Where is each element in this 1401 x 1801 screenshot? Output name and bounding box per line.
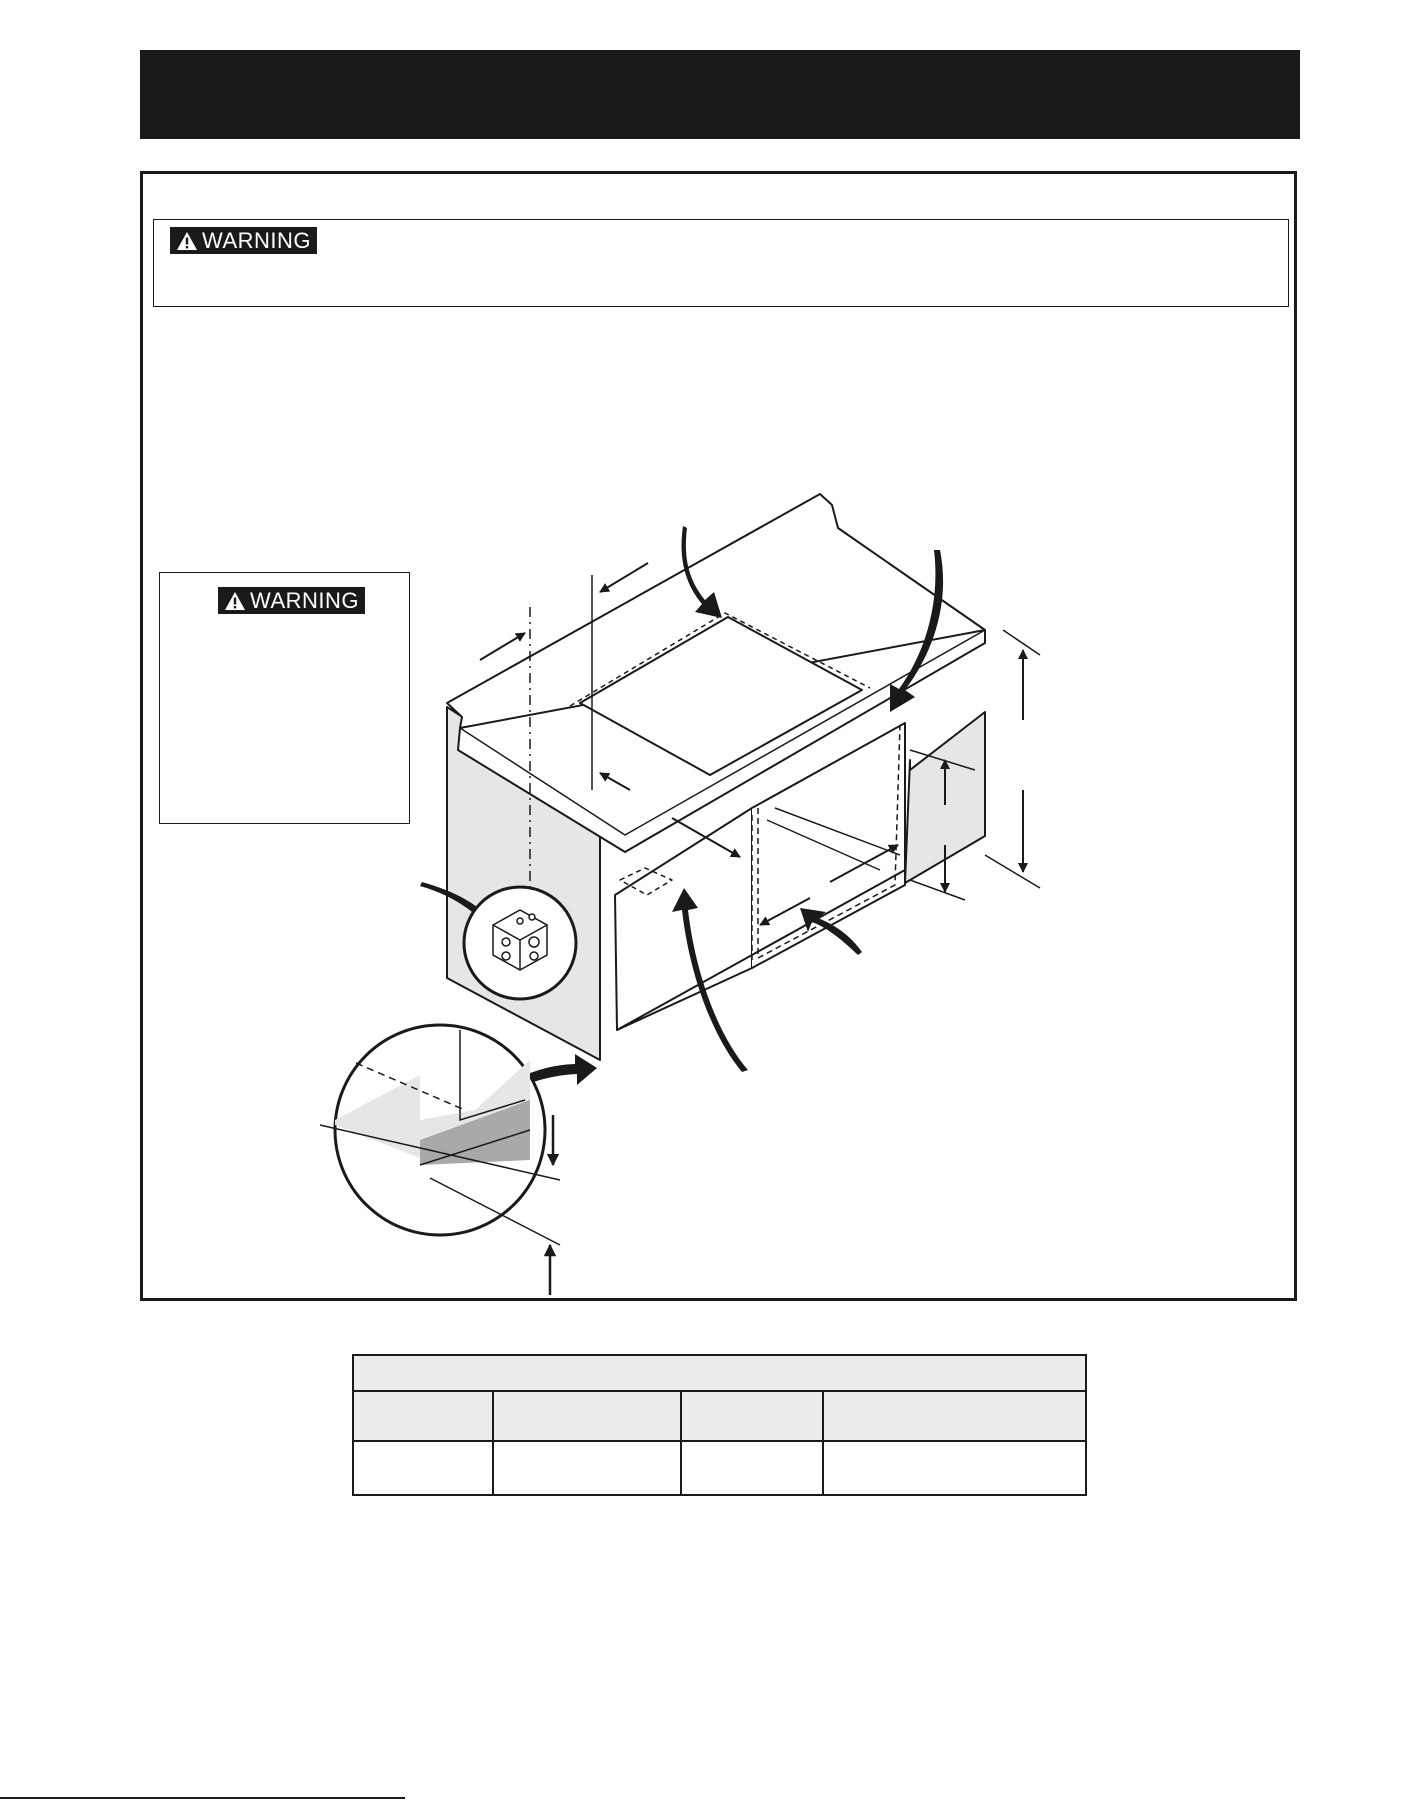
column-header — [823, 1391, 1086, 1441]
junction-box-callout — [464, 887, 576, 999]
base-detail-callout — [320, 1025, 560, 1295]
warning-badge-label: WARNING — [202, 227, 312, 253]
column-header — [353, 1391, 493, 1441]
column-header — [493, 1391, 681, 1441]
footer-rule — [0, 1797, 405, 1799]
column-header — [681, 1391, 823, 1441]
table-cell — [681, 1441, 823, 1495]
dimension-table — [352, 1354, 1087, 1496]
table-cell — [493, 1441, 681, 1495]
dimension-table-title — [353, 1355, 1086, 1391]
warning-badge-label: WARNING — [250, 587, 360, 613]
table-cell — [353, 1441, 493, 1495]
table-cell — [823, 1441, 1086, 1495]
table-row — [353, 1441, 1086, 1495]
